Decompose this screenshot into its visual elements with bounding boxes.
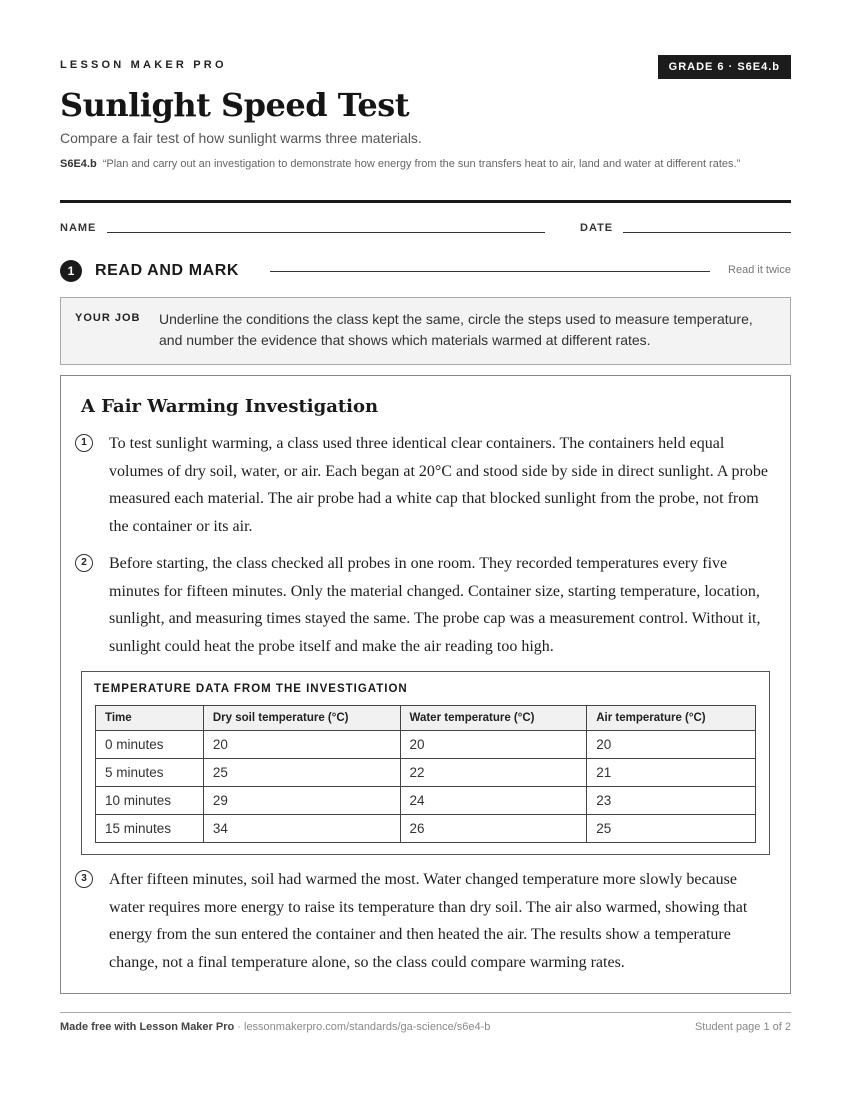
grade-badge: GRADE 6 · S6E4.b bbox=[658, 55, 791, 79]
standard-code: S6E4.b bbox=[60, 158, 97, 170]
paragraph-number: 3 bbox=[75, 870, 93, 888]
table-cell: 24 bbox=[400, 787, 587, 815]
section-header bbox=[60, 260, 791, 282]
footer bbox=[60, 1021, 791, 1033]
reading-passage-box bbox=[60, 375, 791, 994]
table-row bbox=[96, 787, 756, 815]
name-label: NAME bbox=[60, 222, 97, 234]
date-field[interactable] bbox=[623, 232, 791, 233]
header-divider bbox=[60, 200, 791, 203]
name-date-row bbox=[60, 222, 791, 238]
table-cell: 22 bbox=[400, 759, 587, 787]
footer-credit: Made free with Lesson Maker Pro bbox=[60, 1021, 235, 1033]
section-divider bbox=[270, 271, 710, 272]
paragraph-text: To test sunlight warming, a class used three identical clear containers. The containers held equal volumes of dry soil, water, or air. Each began at 20°C and stood side by side in direct sunlight. A probe measured each material. The air probe had a white cap that blocked sunlight from the probe, not from the container or its air. bbox=[109, 435, 768, 536]
page-title: Sunlight Speed Test bbox=[60, 86, 410, 124]
name-field[interactable] bbox=[107, 232, 545, 233]
job-text: Underline the conditions the class kept the same, circle the steps used to measure temperature, and number the evidence that shows which materials warmed at different rates. bbox=[159, 311, 753, 348]
temperature-table bbox=[95, 705, 756, 843]
date-label: DATE bbox=[580, 222, 614, 234]
reading-title: A Fair Warming Investigation bbox=[81, 396, 379, 417]
job-instructions-box bbox=[60, 297, 791, 365]
table-cell: 26 bbox=[400, 815, 587, 843]
table-cell: 23 bbox=[587, 787, 756, 815]
footer-url: · lessonmakerpro.com/standards/ga-science/s6e4-b bbox=[234, 1021, 491, 1033]
brand-name: LESSON MAKER PRO bbox=[60, 59, 227, 71]
page-number: Student page 1 of 2 bbox=[694, 1021, 791, 1033]
column-header: Time bbox=[96, 706, 204, 731]
table-cell: 20 bbox=[203, 731, 400, 759]
paragraph-number: 1 bbox=[75, 434, 93, 452]
footer-divider bbox=[60, 1012, 791, 1013]
table-cell: 34 bbox=[203, 815, 400, 843]
column-header: Dry soil temperature (°C) bbox=[203, 706, 400, 731]
table-cell: 5 minutes bbox=[96, 759, 204, 787]
table-cell: 25 bbox=[587, 815, 756, 843]
table-row bbox=[96, 815, 756, 843]
section-title: READ AND MARK bbox=[95, 262, 240, 279]
table-row bbox=[96, 731, 756, 759]
standard-text: “Plan and carry out an investigation to demonstrate how energy from the sun transfers heat to air, land and water at different rates.” bbox=[102, 158, 741, 170]
section-number-badge: 1 bbox=[60, 260, 82, 282]
table-cell: 0 minutes bbox=[96, 731, 204, 759]
column-header: Water temperature (°C) bbox=[400, 706, 587, 731]
table-cell: 10 minutes bbox=[96, 787, 204, 815]
table-cell: 21 bbox=[587, 759, 756, 787]
table-cell: 20 bbox=[587, 731, 756, 759]
table-cell: 15 minutes bbox=[96, 815, 204, 843]
top-bar bbox=[60, 55, 791, 81]
standard-statement bbox=[60, 155, 791, 173]
table-cell: 29 bbox=[203, 787, 400, 815]
data-table-box bbox=[81, 671, 770, 855]
paragraph-number: 2 bbox=[75, 554, 93, 572]
paragraph-text: Before starting, the class checked all probes in one room. They recorded temperatures every five minutes for fifteen minutes. Only the material changed. Container size, starting temperature, location, sunlight, and measuring times stayed the same. The probe cap was a measurement control. Without it, sunlight could heat the probe itself and make the air reading too high. bbox=[109, 555, 761, 656]
page-subtitle: Compare a fair test of how sunlight warms three materials. bbox=[60, 130, 422, 146]
section-note: Read it twice bbox=[728, 264, 791, 276]
job-label: YOUR JOB bbox=[75, 312, 141, 324]
table-header-row bbox=[96, 706, 756, 731]
table-cell: 25 bbox=[203, 759, 400, 787]
paragraph-text: After fifteen minutes, soil had warmed the most. Water changed temperature more slowly because water requires more energy to raise its temperature than dry soil. The air also warmed, showing that energy from the sun entered the container and then heated the air. The results show a temperature change, not a final temperature alone, so the class could compare warming rates. bbox=[109, 871, 748, 972]
table-cell: 20 bbox=[400, 731, 587, 759]
table-row bbox=[96, 759, 756, 787]
data-table-title: TEMPERATURE DATA FROM THE INVESTIGATION bbox=[94, 683, 408, 695]
column-header: Air temperature (°C) bbox=[587, 706, 756, 731]
